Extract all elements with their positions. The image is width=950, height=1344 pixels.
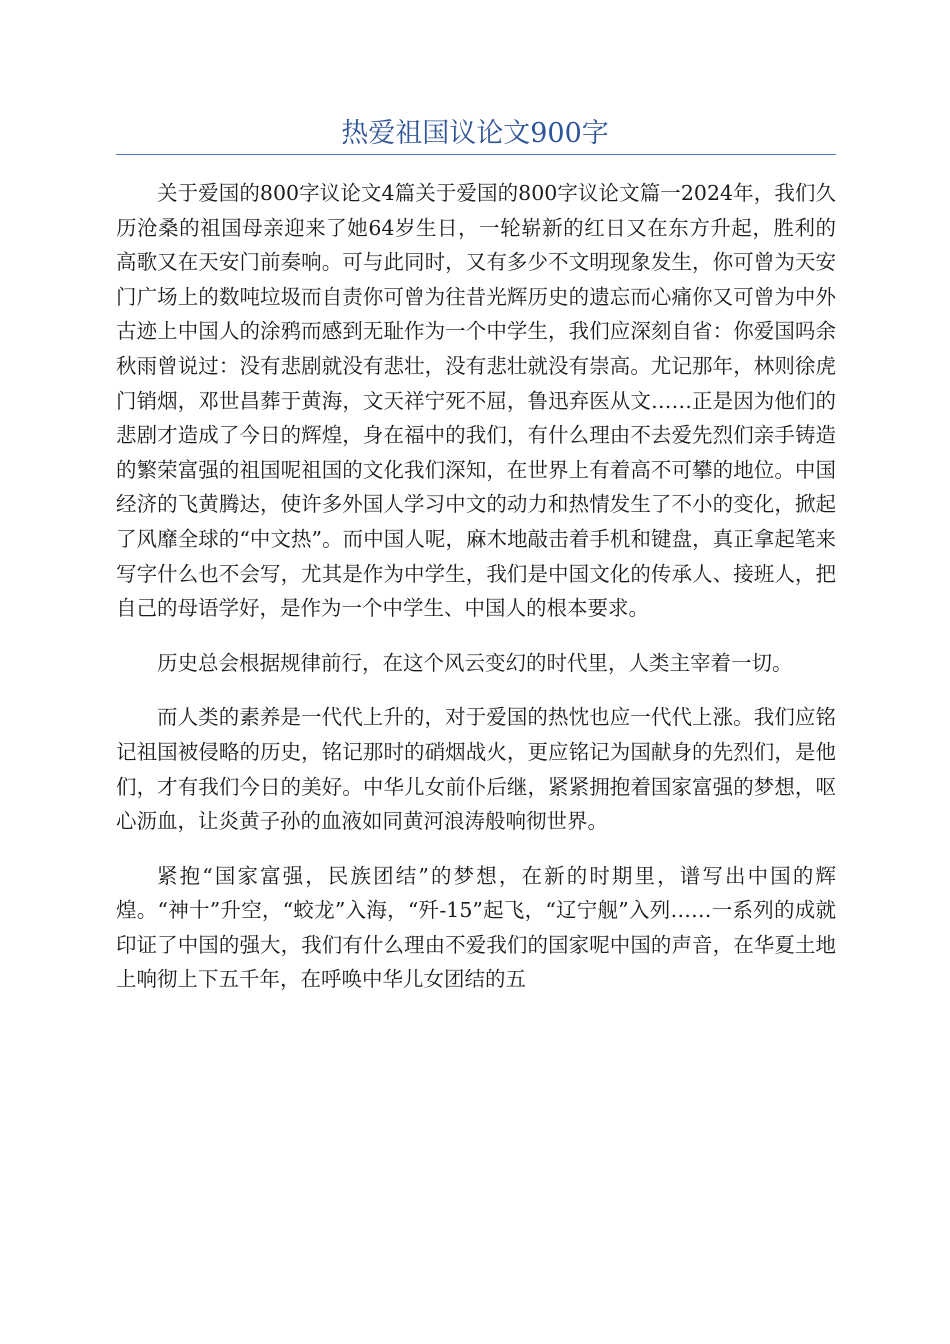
document-title: 热爱祖国议论文900字 [341,118,609,149]
title-underline [116,154,836,155]
paragraph-4: 紧抱“国家富强，民族团结”的梦想，在新的时期里，谱写出中国的辉煌。“神十”升空，“蛟龙”入海，“歼-15”起飞，“辽宁舰”入列……一系列的成就印证了中国的强大，我们有什么理由不爱我们的国家呢中国的声音，在华夏土地上响彻上下五千年，在呼唤中华儿女团结的五 [116,863,836,992]
document-body [116,176,836,1017]
paragraph-3: 而人类的素养是一代代上升的，对于爱国的热忱也应一代代上涨。我们应铭记祖国被侵略的历史，铭记那时的硝烟战火，更应铭记为国献身的先烈们，是他们，才有我们今日的美好。中华儿女前仆后继，紧紧拥抱着国家富强的梦想，呕心沥血，让炎黄子孙的血液如同黄河浪涛般响彻世界。 [116,705,836,834]
paragraph-1: 关于爱国的800字议论文4篇关于爱国的800字议论文篇一2024年，我们久历沧桑的祖国母亲迎来了她64岁生日，一轮崭新的红日又在东方升起，胜利的高歌又在天安门前奏响。可与此同时，又有多少不文明现象发生，你可曾为天安门广场上的数吨垃圾而自责你可曾为往昔光辉历史的遗忘而心痛你又可曾为中外古迹上中国人的涂鸦而感到无耻作为一个中学生，我们应深刻自省：你爱国吗余秋雨曾说过：没有悲剧就没有悲壮，没有悲壮就没有崇高。尤记那年，林则徐虎门销烟，邓世昌葬于黄海，文天祥宁死不屈，鲁迅弃医从文……正是因为他们的悲剧才造成了今日的辉煌，身在福中的我们，有什么理由不去爱先烈们亲手铸造的繁荣富强的祖国呢祖国的文化我们深知，在世界上有着高不可攀的地位。中国经济的飞黄腾达，使许多外国人学习中文的动力和热情发生了不小的变化，掀起了风靡全球的“中文热”。而中国人呢，麻木地敲击着手机和键盘，真正拿起笔来写字什么也不会写，尤其是作为中学生，我们是中国文化的传承人、接班人，把自己的母语学好，是作为一个中学生、中国人的根本要求。 [116,181,836,621]
paragraph-2: 历史总会根据规律前行，在这个风云变幻的时代里，人类主宰着一切。 [157,650,793,675]
